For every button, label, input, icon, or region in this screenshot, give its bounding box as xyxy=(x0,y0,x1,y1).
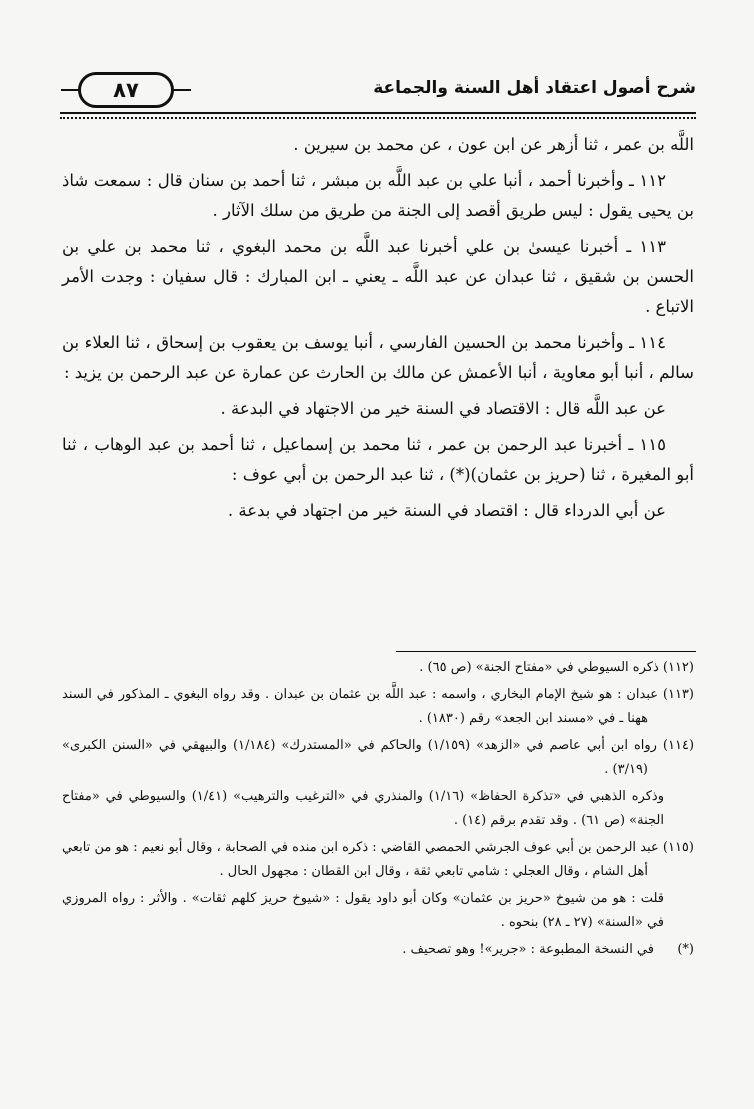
main-text xyxy=(62,130,694,532)
page-header xyxy=(60,66,696,110)
footnote: (١١٥) عبد الرحمن بن أبي عوف الجرشي الحمصي القاضي : ذكره ابن منده في الصحابة ، وقال أبو نعيم : هو من تابعي أهل الشام ، وقال العجلي : شامي تابعي ثقة ، وقال ابن القطان : مجهول الحال . xyxy=(62,840,694,879)
asterisk-mark: (*) xyxy=(677,942,694,957)
paragraph: ١١٤ ـ وأخبرنا محمد بن الحسين الفارسي ، أنبا يوسف بن يعقوب بن إسحاق ، ثنا العلاء بن سالم ، أنبا أبو معاوية ، أنبا الأعمش عن مالك بن الحارث عن عمارة عن عبد الرحمن بن يزيد : xyxy=(62,333,694,382)
paragraph: اللَّه بن عمر ، ثنا أزهر عن ابن عون ، عن محمد بن سيرين . xyxy=(293,135,694,154)
paragraph: ١١٣ ـ أخبرنا عيسىٰ بن علي أخبرنا عبد اللَّه بن محمد البغوي ، ثنا محمد بن علي بن الحسن بن شقيق ، ثنا عبدان عن عبد اللَّه ـ يعني ـ ابن المبارك : قال سفيان : وجدت الأمر الاتباع . xyxy=(62,237,694,316)
footnote-asterisk-text: في النسخة المطبوعة : «جرير»! وهو تصحيف . xyxy=(402,942,654,957)
footnote-continuation: وذكره الذهبي في «تذكرة الحفاظ» (١/١٦) والمنذري في «الترغيب والترهيب» (١/٤١) والسيوطي في «مفتاح الجنة» (ص ٦١) . وقد تقدم برقم (١٤) . xyxy=(62,789,664,828)
footnote-continuation: قلت : هو من شيوخ «حريز بن عثمان» وكان أبو داود يقول : «شيوخ حريز كلهم ثقات» . والأثر : رواه المروزي في «السنة» (٢٧ ـ ٢٨) بنحوه . xyxy=(62,891,664,930)
paragraph: عن عبد اللَّه قال : الاقتصاد في السنة خير من الاجتهاد في البدعة . xyxy=(220,399,666,418)
footnote: (١١٢) ذكره السيوطي في «مفتاح الجنة» (ص ٦٥) . xyxy=(419,660,694,675)
paragraph: ١١٢ ـ وأخبرنا أحمد ، أنبا علي بن عبد اللَّه بن مبشر ، ثنا أحمد بن سنان قال : سمعت شاذ بن يحيى يقول : ليس طريق أقصد إلى الجنة من طريق من سلك الآثار . xyxy=(62,171,694,220)
footnote: (١١٣) عبدان : هو شيخ الإمام البخاري ، واسمه : عبد اللَّه بن عثمان بن عبدان . وقد رواه البغوي ـ المذكور في السند ههنا ـ في «مسند ابن الجعد» رقم (١٨٣٠) . xyxy=(62,687,694,726)
paragraph: عن أبي الدرداء قال : اقتصاد في السنة خير من اجتهاد في بدعة . xyxy=(227,501,666,520)
book-title: شرح أصول اعتقاد أهل السنة والجماعة xyxy=(373,78,696,98)
footnote: (١١٤) رواه ابن أبي عاصم في «الزهد» (١/١٥٩) والحاكم في «المستدرك» (١/١٨٤) والبيهقي في «السنن الكبرى» (٣/١٩) . xyxy=(62,738,695,777)
page-number: ٨٧ xyxy=(78,72,174,108)
footnotes xyxy=(62,656,694,965)
footnote-asterisk xyxy=(62,938,694,962)
header-divider xyxy=(60,112,696,119)
paragraph: ١١٥ ـ أخبرنا عبد الرحمن بن عمر ، ثنا محمد بن إسماعيل ، ثنا أحمد بن عبد الوهاب ، ثنا أبو المغيرة ، ثنا (حريز بن عثمان)(*) ، ثنا عبد الرحمن بن أبي عوف : xyxy=(62,435,694,484)
footnote-divider xyxy=(396,651,696,652)
